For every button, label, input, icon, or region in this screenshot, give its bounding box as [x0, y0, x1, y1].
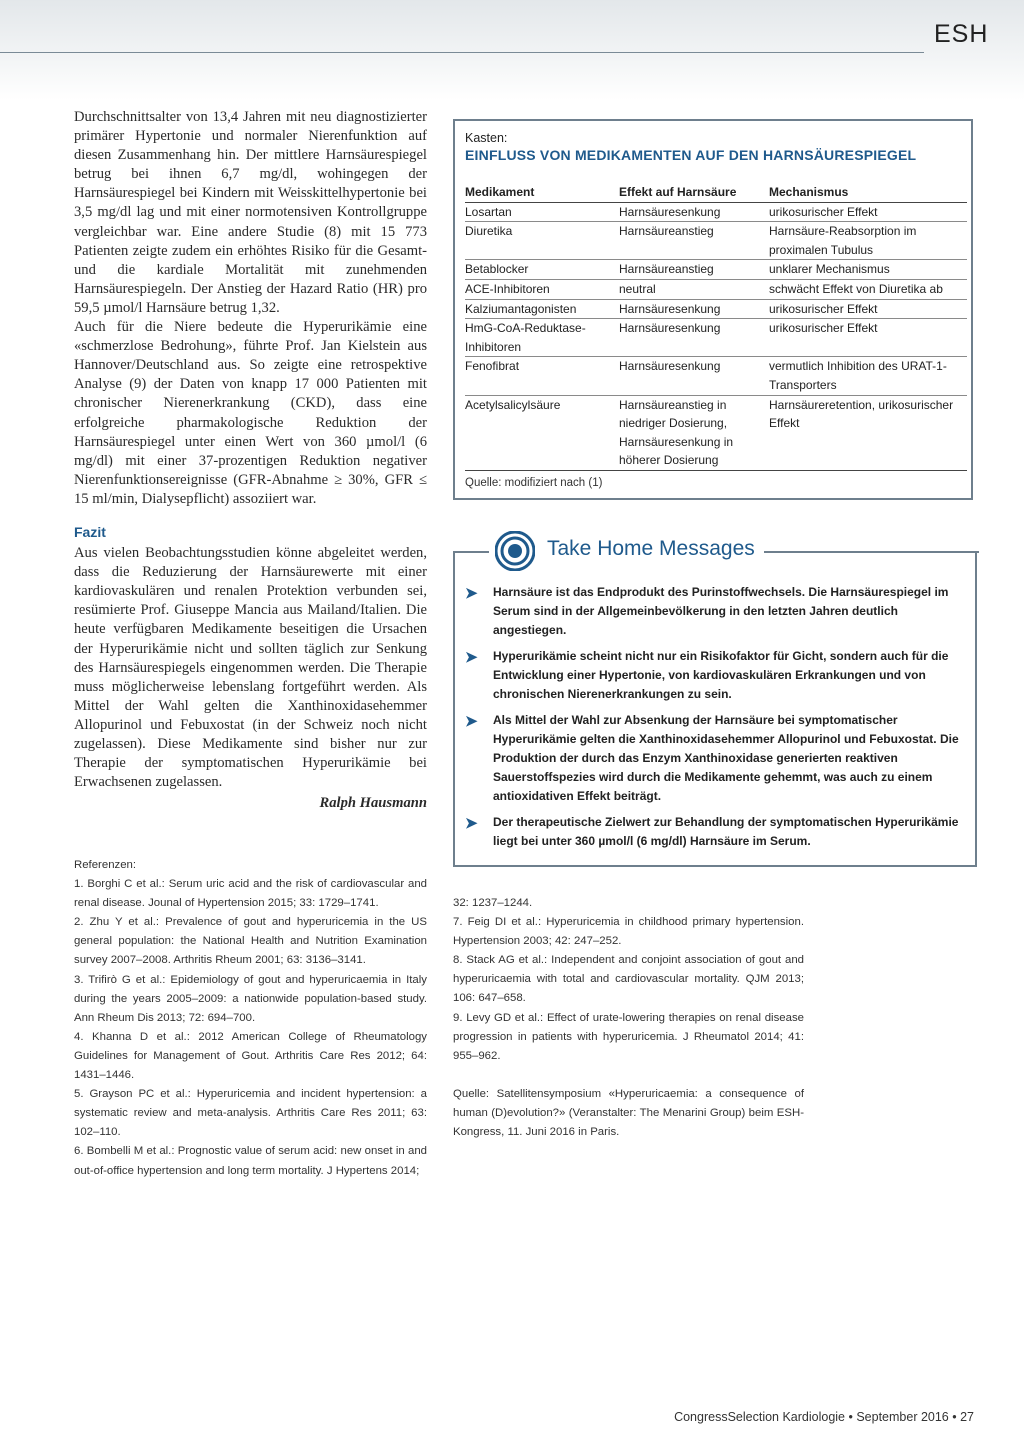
table-cell: ACE-Inhibitoren [465, 279, 619, 299]
table-cell: neutral [619, 279, 769, 299]
table-row [465, 299, 967, 319]
table-header-row [465, 183, 967, 202]
list-item [465, 583, 965, 640]
list-item-text: Harnsäure ist das Endprodukt des Purinstoffwechsels. Die Harnsäurespiegel im Serum sind in der Allgemeinbevölkerung in den letzten Jahren deutlich angestiegen. [493, 585, 949, 637]
list-item-text: Hyperurikämie scheint nicht nur ein Risikofaktor für Gicht, sondern auch für die Entwicklung einer Hypertonie, von kardiovaskulären Erkrankungen und von chronischen Nierenerkrankungen zu sein. [493, 649, 949, 701]
arrow-bullet-icon: ➤ [465, 585, 478, 602]
table-cell: Harnsäuresenkung [619, 319, 769, 357]
header-band [0, 0, 1024, 100]
reference-item: 1. Borghi C et al.: Serum uric acid and the risk of cardiovascular and renal disease. Jounal of Hypertension 2015; 33: 1729–1741. [74, 878, 427, 910]
table-cell: Harnsäureanstieg in niedriger Dosierung, Harnsäuresenkung in höherer Dosierung [619, 395, 769, 470]
spacer [453, 1066, 804, 1085]
take-home-messages-box [453, 537, 977, 867]
arrow-bullet-icon: ➤ [465, 713, 478, 730]
references-right [453, 894, 804, 1142]
box-label: Kasten: [465, 131, 508, 145]
target-icon [495, 531, 535, 571]
list-item [465, 647, 965, 704]
section-tag: ESH [934, 20, 989, 48]
author-name: Ralph Hausmann [319, 795, 427, 812]
box-source-note: Quelle: modifiziert nach (1) [465, 476, 603, 489]
table-cell: Harnsäure-Reabsorption im proximalen Tubulus [769, 222, 967, 260]
info-box-medications [453, 119, 973, 500]
reference-item: 9. Levy GD et al.: Effect of urate-lowering therapies on renal disease progression in patients with hyperuricemia. J Rheumatol 2014; 41: 955–962. [453, 1011, 804, 1062]
list-item-text: Als Mittel der Wahl zur Absenkung der Harnsäure bei symptomatischer Hyperurikämie gelten die Xanthinoxidasehemmer Allopurinol und Febuxostat. Die Produktion der durch das Enzym Xanthinoxidase generierten reaktiven Sauerstoffspezies wird durch die Medikamente gehemmt, was auch zu einem antioxidativen Effekt beiträgt. [493, 713, 959, 803]
table-cell: Harnsäureretention, urikosurischer Effekt [769, 395, 967, 470]
list-item-text: Der therapeutische Zielwert zur Behandlung der symptomatischen Hyperurikämie liegt bei unter 360 µmol/l (6 mg/dl) Harnsäure im Serum. [493, 815, 959, 848]
list-item [465, 813, 965, 851]
reference-item: 6. Bombelli M et al.: Prognostic value of serum acid: new onset in and out-of-office hypertension and long term mortality. J Hypertens 2014; [74, 1145, 427, 1177]
list-item [465, 711, 965, 806]
reference-item: 7. Feig DI et al.: Hyperuricemia in childhood primary hypertension. Hypertension 2003; 42: 247–252. [453, 916, 804, 948]
table-row [465, 279, 967, 299]
table-cell: urikosurischer Effekt [769, 202, 967, 222]
column-header: Effekt auf Harnsäure [619, 183, 769, 202]
table-cell: schwächt Effekt von Diuretika ab [769, 279, 967, 299]
table-cell: urikosurischer Effekt [769, 299, 967, 319]
table-cell: Fenofibrat [465, 357, 619, 395]
reference-item: 4. Khanna D et al.: 2012 American College of Rheumatology Guidelines for Management of Gout. Arthritis Care Res 2012; 64: 1431–1446. [74, 1030, 427, 1082]
table-cell: unklarer Mechanismus [769, 260, 967, 280]
fazit-paragraph: Aus vielen Beobachtungsstudien könne abgeleitet werden, dass die Reduzierung der Harnsäurewerte mit einer kardiovaskulären und renalen Protektion verbunden sei, resümierte Prof. Giuseppe Mancia aus Mailand/Italien. Die heute verfügbaren Medikamente beseitigen die Ursachen der Hyperurikämie nicht und sollten täglich zur Senkung des Harnsäurespiegels eingenommen werden. Die Therapie muss möglicherweise lebenslang fortgeführt werden. Als Mittel der Wahl gelten die Xanthinoxidasehemmer Allopurinol und Febuxostat (in der Schweiz noch nicht zugelassen). Diese Medikamente sind bisher nur zur Therapie der symptomatischen Hyperurikämie bei Erwachsenen zugelassen. [74, 545, 427, 791]
column-header: Medikament [465, 183, 619, 202]
take-home-list [465, 583, 965, 858]
table-cell: Acetylsalicylsäure [465, 395, 619, 470]
table-cell: urikosurischer Effekt [769, 319, 967, 357]
references-left [74, 856, 427, 1181]
page-footer: CongressSelection Kardiologie • September 2016 • 27 [674, 1410, 974, 1424]
table-cell: Harnsäuresenkung [619, 357, 769, 395]
table-cell: vermutlich Inhibition des URAT-1-Transporters [769, 357, 967, 395]
box-top-rule [453, 551, 489, 553]
table-cell: Harnsäuresenkung [619, 299, 769, 319]
table-row [465, 319, 967, 357]
table-row [465, 357, 967, 395]
arrow-bullet-icon: ➤ [465, 649, 478, 666]
reference-item: 3. Trifirò G et al.: Epidemiology of gout and hyperuricaemia in Italy during the years 2005–2009: a nationwide population-based study. Ann Rheum Dis 2013; 72: 694–700. [74, 973, 427, 1024]
body-paragraph: Durchschnittsalter von 13,4 Jahren mit neu diagnostizierter primärer Hypertonie und normaler Nierenfunktion auf diesen Zusammenhang hin. Der mittlere Harnsäurespiegel betrug bei ihnen 6,7 mg/dl, wohingegen der Harnsäurespiegel bei Kindern mit Weisskittelhypertonie bei 3,5 mg/dl lag und mit einer normotensiven Kontrollgruppe vergleichbar war. Eine andere Studie (8) mit 15 773 Patienten zeigte zudem ein erhöhtes Risiko für die Gesamt- und die kardiale Mortalität mit zunehmenden Harnsäurespiegeln. Der Anstieg der Hazard Ratio (HR) pro 59,5 µmol/l Harnsäure betrug 1,32. [74, 109, 427, 316]
table-cell: Kalziumantagonisten [465, 299, 619, 319]
table-cell: Harnsäureanstieg [619, 260, 769, 280]
table-row [465, 260, 967, 280]
table-cell: Losartan [465, 202, 619, 222]
fazit-heading: Fazit [74, 523, 106, 540]
body-paragraph: Auch für die Niere bedeute die Hyperurikämie eine «schmerzlose Bedrohung», führte Prof. Jan Kielstein aus Hannover/Deutschland aus. So zeigte eine retrospektive Analyse (9) der Daten von knapp 17 000 Patienten mit chronischer Nierenerkrankung (CKD), dass eine erfolgreiche pharmakologische Reduktion der Harnsäurespiegel unter einen Wert von 360 µmol/l (6 mg/dl) mit einer 37-prozentigen Reduktion negativer Nierenfunktionsereignisse (GFR-Abnahme ≥ 30%, GFR ≤ 15 ml/min, Dialysepflicht) assoziiert war. [74, 319, 427, 507]
table-row [465, 395, 967, 470]
reference-item: 2. Zhu Y et al.: Prevalence of gout and hyperuricemia in the US general population: the National Health and Nutrition Examination survey 2007–2008. Arthritis Rheum 2001; 63: 3136–3141. [74, 916, 427, 967]
table-row [465, 222, 967, 260]
medication-table [465, 183, 967, 471]
table-cell: HmG-CoA-Reduktase-Inhibitoren [465, 319, 619, 357]
reference-item: 5. Grayson PC et al.: Hyperuricemia and incident hypertension: a systematic review and meta-analysis. Arthritis Care Res 2011; 63: 102–110. [74, 1088, 427, 1139]
references-heading: Referenzen: [74, 859, 137, 871]
table-row [465, 202, 967, 222]
column-header: Mechanismus [769, 183, 967, 202]
table-cell: Harnsäureanstieg [619, 222, 769, 260]
table-cell: Diuretika [465, 222, 619, 260]
reference-item: 8. Stack AG et al.: Independent and conjoint association of gout and hyperuricaemia with total and cardiovascular mortality. QJM 2013; 106: 647–658. [453, 954, 804, 1005]
article-body-left [74, 108, 427, 813]
take-home-title: Take Home Messages [547, 537, 755, 560]
arrow-bullet-icon: ➤ [465, 815, 478, 832]
box-title: EINFLUSS VON MEDIKAMENTEN AUF DEN HARNSÄURESPIEGEL [465, 147, 917, 163]
header-rule [0, 52, 924, 53]
box-top-rule [764, 551, 979, 553]
reference-item: 32: 1237–1244. [453, 897, 533, 909]
table-cell: Betablocker [465, 260, 619, 280]
source-note: Quelle: Satellitensymposium «Hyperuricaemia: a consequence of human (D)evolution?» (Veranstalter: The Menarini Group) beim ESH-Kongress, 11. Juni 2016 in Paris. [453, 1087, 804, 1139]
table-cell: Harnsäuresenkung [619, 202, 769, 222]
